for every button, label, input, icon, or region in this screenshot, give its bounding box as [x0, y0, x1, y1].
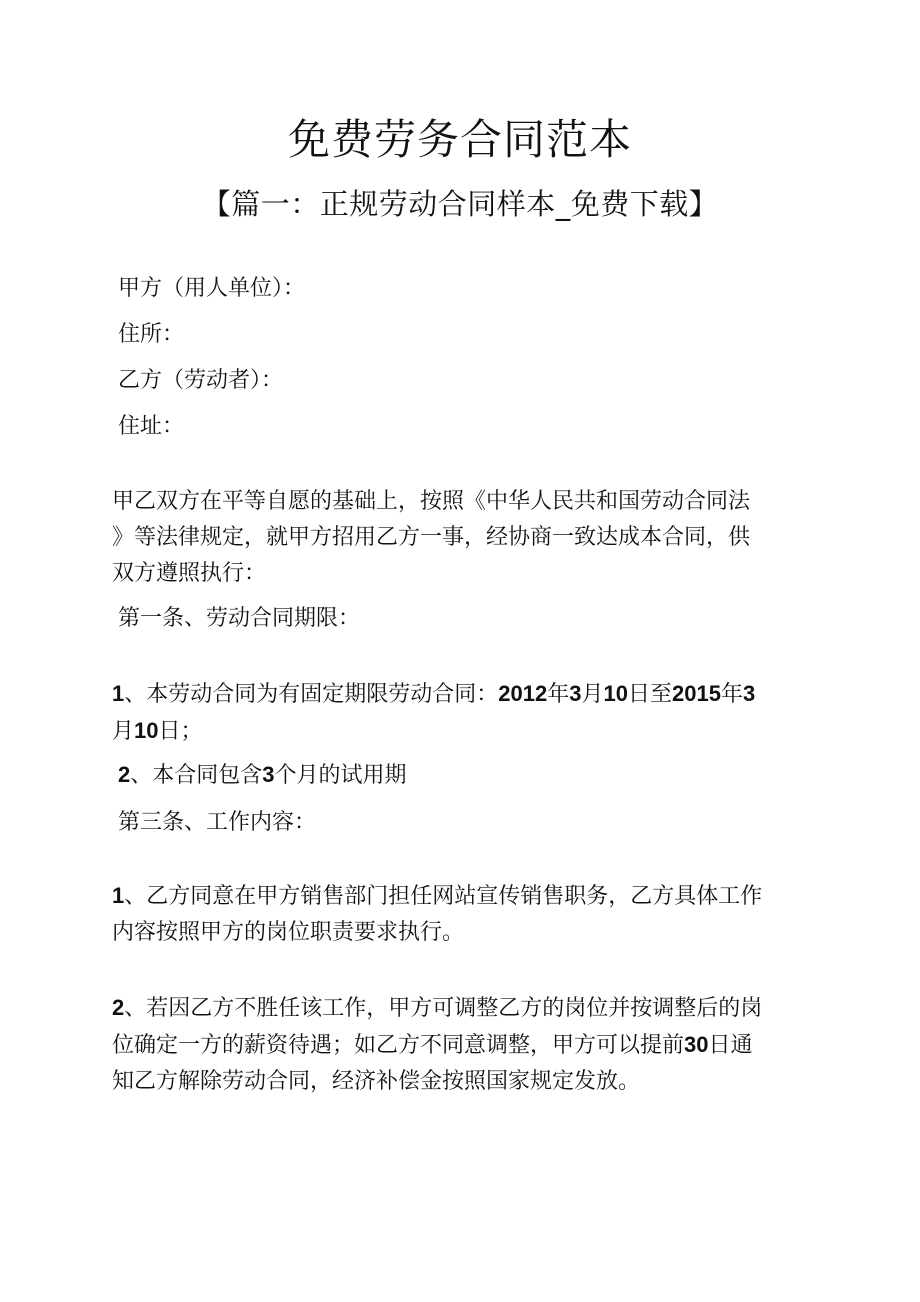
- item-text: 、若因乙方不胜任该工作，甲方可调整乙方的岗位并按调整后的岗: [124, 996, 763, 1021]
- party-a-label: 甲方（用人单位）：: [118, 276, 306, 301]
- article3-item2-line: [112, 1027, 812, 1064]
- date-day: 10: [134, 718, 159, 743]
- address-a-label: 住所：: [118, 322, 185, 347]
- item-text: 日通: [708, 1033, 753, 1058]
- date-month: 3: [569, 681, 582, 706]
- preamble-paragraph: [112, 484, 812, 592]
- date-text: 日；: [158, 719, 203, 744]
- article3-heading: 第三条、工作内容：: [118, 810, 317, 835]
- notice-days: 30: [684, 1032, 709, 1057]
- party-b-label: 乙方（劳动者）：: [118, 368, 284, 393]
- article1-item1-line: [112, 676, 812, 713]
- article1-item2: [118, 760, 407, 791]
- article1-item1: [112, 676, 812, 750]
- item-text: 位确定一方的薪资待遇；如乙方不同意调整，甲方可以提前: [112, 1033, 685, 1058]
- date-year: 2012: [498, 681, 548, 706]
- article3-item1-line: 内容按照甲方的岗位职责要求执行。: [112, 920, 465, 945]
- item-number: 2: [118, 762, 131, 787]
- article3-item1: [112, 878, 812, 951]
- item-number: 2: [112, 995, 125, 1020]
- article1-heading: 第一条、劳动合同期限：: [118, 606, 361, 631]
- article3-item1-line: [112, 878, 812, 915]
- date-month: 3: [742, 681, 756, 706]
- preamble-line: 》等法律规定，就甲方招用乙方一事，经协商一致达成本合同，供: [112, 525, 751, 550]
- trial-months: 3: [262, 762, 275, 787]
- preamble-line: 甲乙双方在平等自愿的基础上，按照《中华人民共和国劳动合同法: [112, 489, 751, 514]
- article3-item2: [112, 990, 812, 1100]
- article1-item1-line: [112, 713, 812, 750]
- document-title: 免费劳务合同范本: [287, 115, 632, 164]
- address-b-label: 住址：: [118, 414, 185, 439]
- item-text: 、乙方同意在甲方销售部门担任网站宣传销售职务，乙方具体工作: [124, 884, 763, 909]
- date-text: 月: [581, 682, 604, 707]
- item-text: 个月的试用期: [274, 763, 407, 788]
- date-year: 2015: [672, 681, 721, 706]
- preamble-line: 双方遵照执行：: [112, 561, 267, 586]
- date-text: 年: [547, 682, 570, 707]
- item-number: 1: [112, 681, 125, 706]
- item-text: 、本劳动合同为有固定期限劳动合同：: [124, 682, 499, 707]
- article3-item2-line: 知乙方解除劳动合同，经济补偿金按照国家规定发放。: [112, 1069, 641, 1094]
- item-text: 、本合同包含: [130, 763, 263, 788]
- document-subtitle: 【篇一：正规劳动合同样本_免费下载】: [201, 187, 719, 221]
- date-day: 10: [603, 681, 628, 706]
- date-text: 年: [720, 682, 743, 707]
- date-text: 月: [112, 719, 135, 744]
- item-number: 1: [112, 883, 125, 908]
- article3-item2-line: [112, 990, 812, 1027]
- date-text: 日至: [627, 682, 672, 707]
